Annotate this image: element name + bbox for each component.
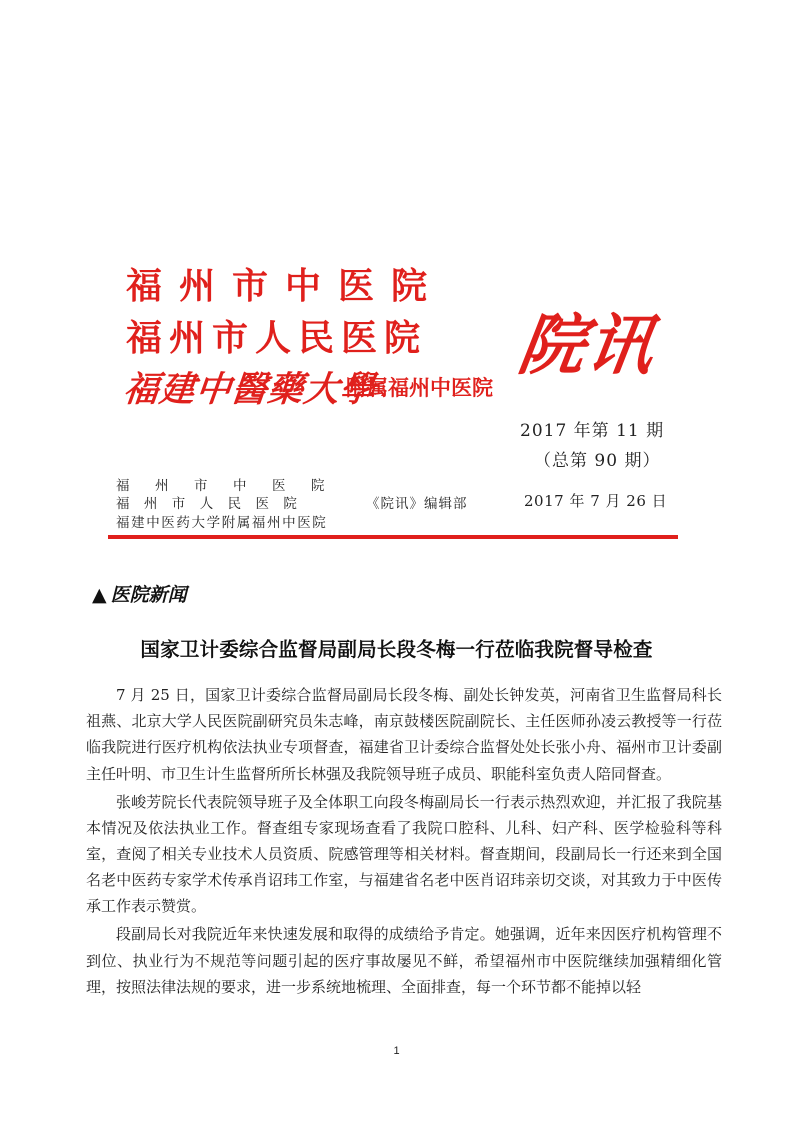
publication-title: 院讯 xyxy=(513,306,661,384)
masthead-university-calligraphy: 福建中醫藥大學 xyxy=(121,369,378,410)
section-heading xyxy=(92,580,187,607)
article-paragraph: 段副局长对我院近年来快速发展和取得的成绩给予肯定。她强调，近年来因医疗机构管理不到位、执业行为不规范等问题引起的医疗事故屡见不鲜，希望福州市中医院继续加强精细化管理，按照法律法规的要求，进一步系统地梳理、全面排查，每一个环节都不能掉以轻 xyxy=(86,925,722,996)
masthead-divider xyxy=(108,535,678,539)
org-line-1: 福州市中医院 xyxy=(116,478,350,494)
article-paragraph: 7 月 25 日，国家卫计委综合监督局副局长段冬梅、副处长钟发英，河南省卫生监督局科长祖燕、北京大学人民医院副研究员朱志峰，南京鼓楼医院副院长、主任医师孙凌云教授等一行莅临我院进行医疗机构依法执业专项督查，福建省卫计委综合监督处处长张小舟、福州市卫计委副主任叶明、市卫生计生监督所所长林强及我院领导班子成员、职能科室负责人陪同督查。 xyxy=(86,686,722,783)
issue-date: 2017 年 7 月 26 日 xyxy=(524,492,668,510)
org-line-2: 福州市人民医院 xyxy=(116,496,312,512)
org-line-3: 福建中医药大学附属福州中医院 xyxy=(116,515,328,531)
issue-number: 2017 年第 11 期 xyxy=(520,421,665,441)
page-number: 1 xyxy=(393,1045,400,1057)
article-paragraph: 张峻芳院长代表院领导班子及全体职工向段冬梅副局长一行表示热烈欢迎，并汇报了我院基本情况及依法执业工作。督查组专家现场查看了我院口腔科、儿科、妇产科、医学检验科等科室，查阅了相关专业技术人员资质、院感管理等相关材料。督查期间，段副局长一行还来到全国名老中医药专家学术传承肖诏玮工作室，与福建省名老中医肖诏玮亲切交谈，对其致力于中医传承工作表示赞赏。 xyxy=(86,792,722,916)
article-headline: 国家卫计委综合监督局副局长段冬梅一行莅临我院督导检查 xyxy=(140,638,653,661)
section-title: 医院新闻 xyxy=(110,584,187,606)
editorial-department: 《院讯》编辑部 xyxy=(366,496,468,512)
article-body xyxy=(86,682,722,1002)
issue-total-number: （总第 90 期） xyxy=(534,451,661,471)
masthead-affiliate-suffix: 附属福州中医院 xyxy=(346,376,493,400)
masthead-hospital-name-1: 福州市中医院 xyxy=(126,265,445,307)
masthead-hospital-name-2: 福州市人民医院 xyxy=(126,317,428,359)
triangle-icon: ▲ xyxy=(92,584,107,606)
